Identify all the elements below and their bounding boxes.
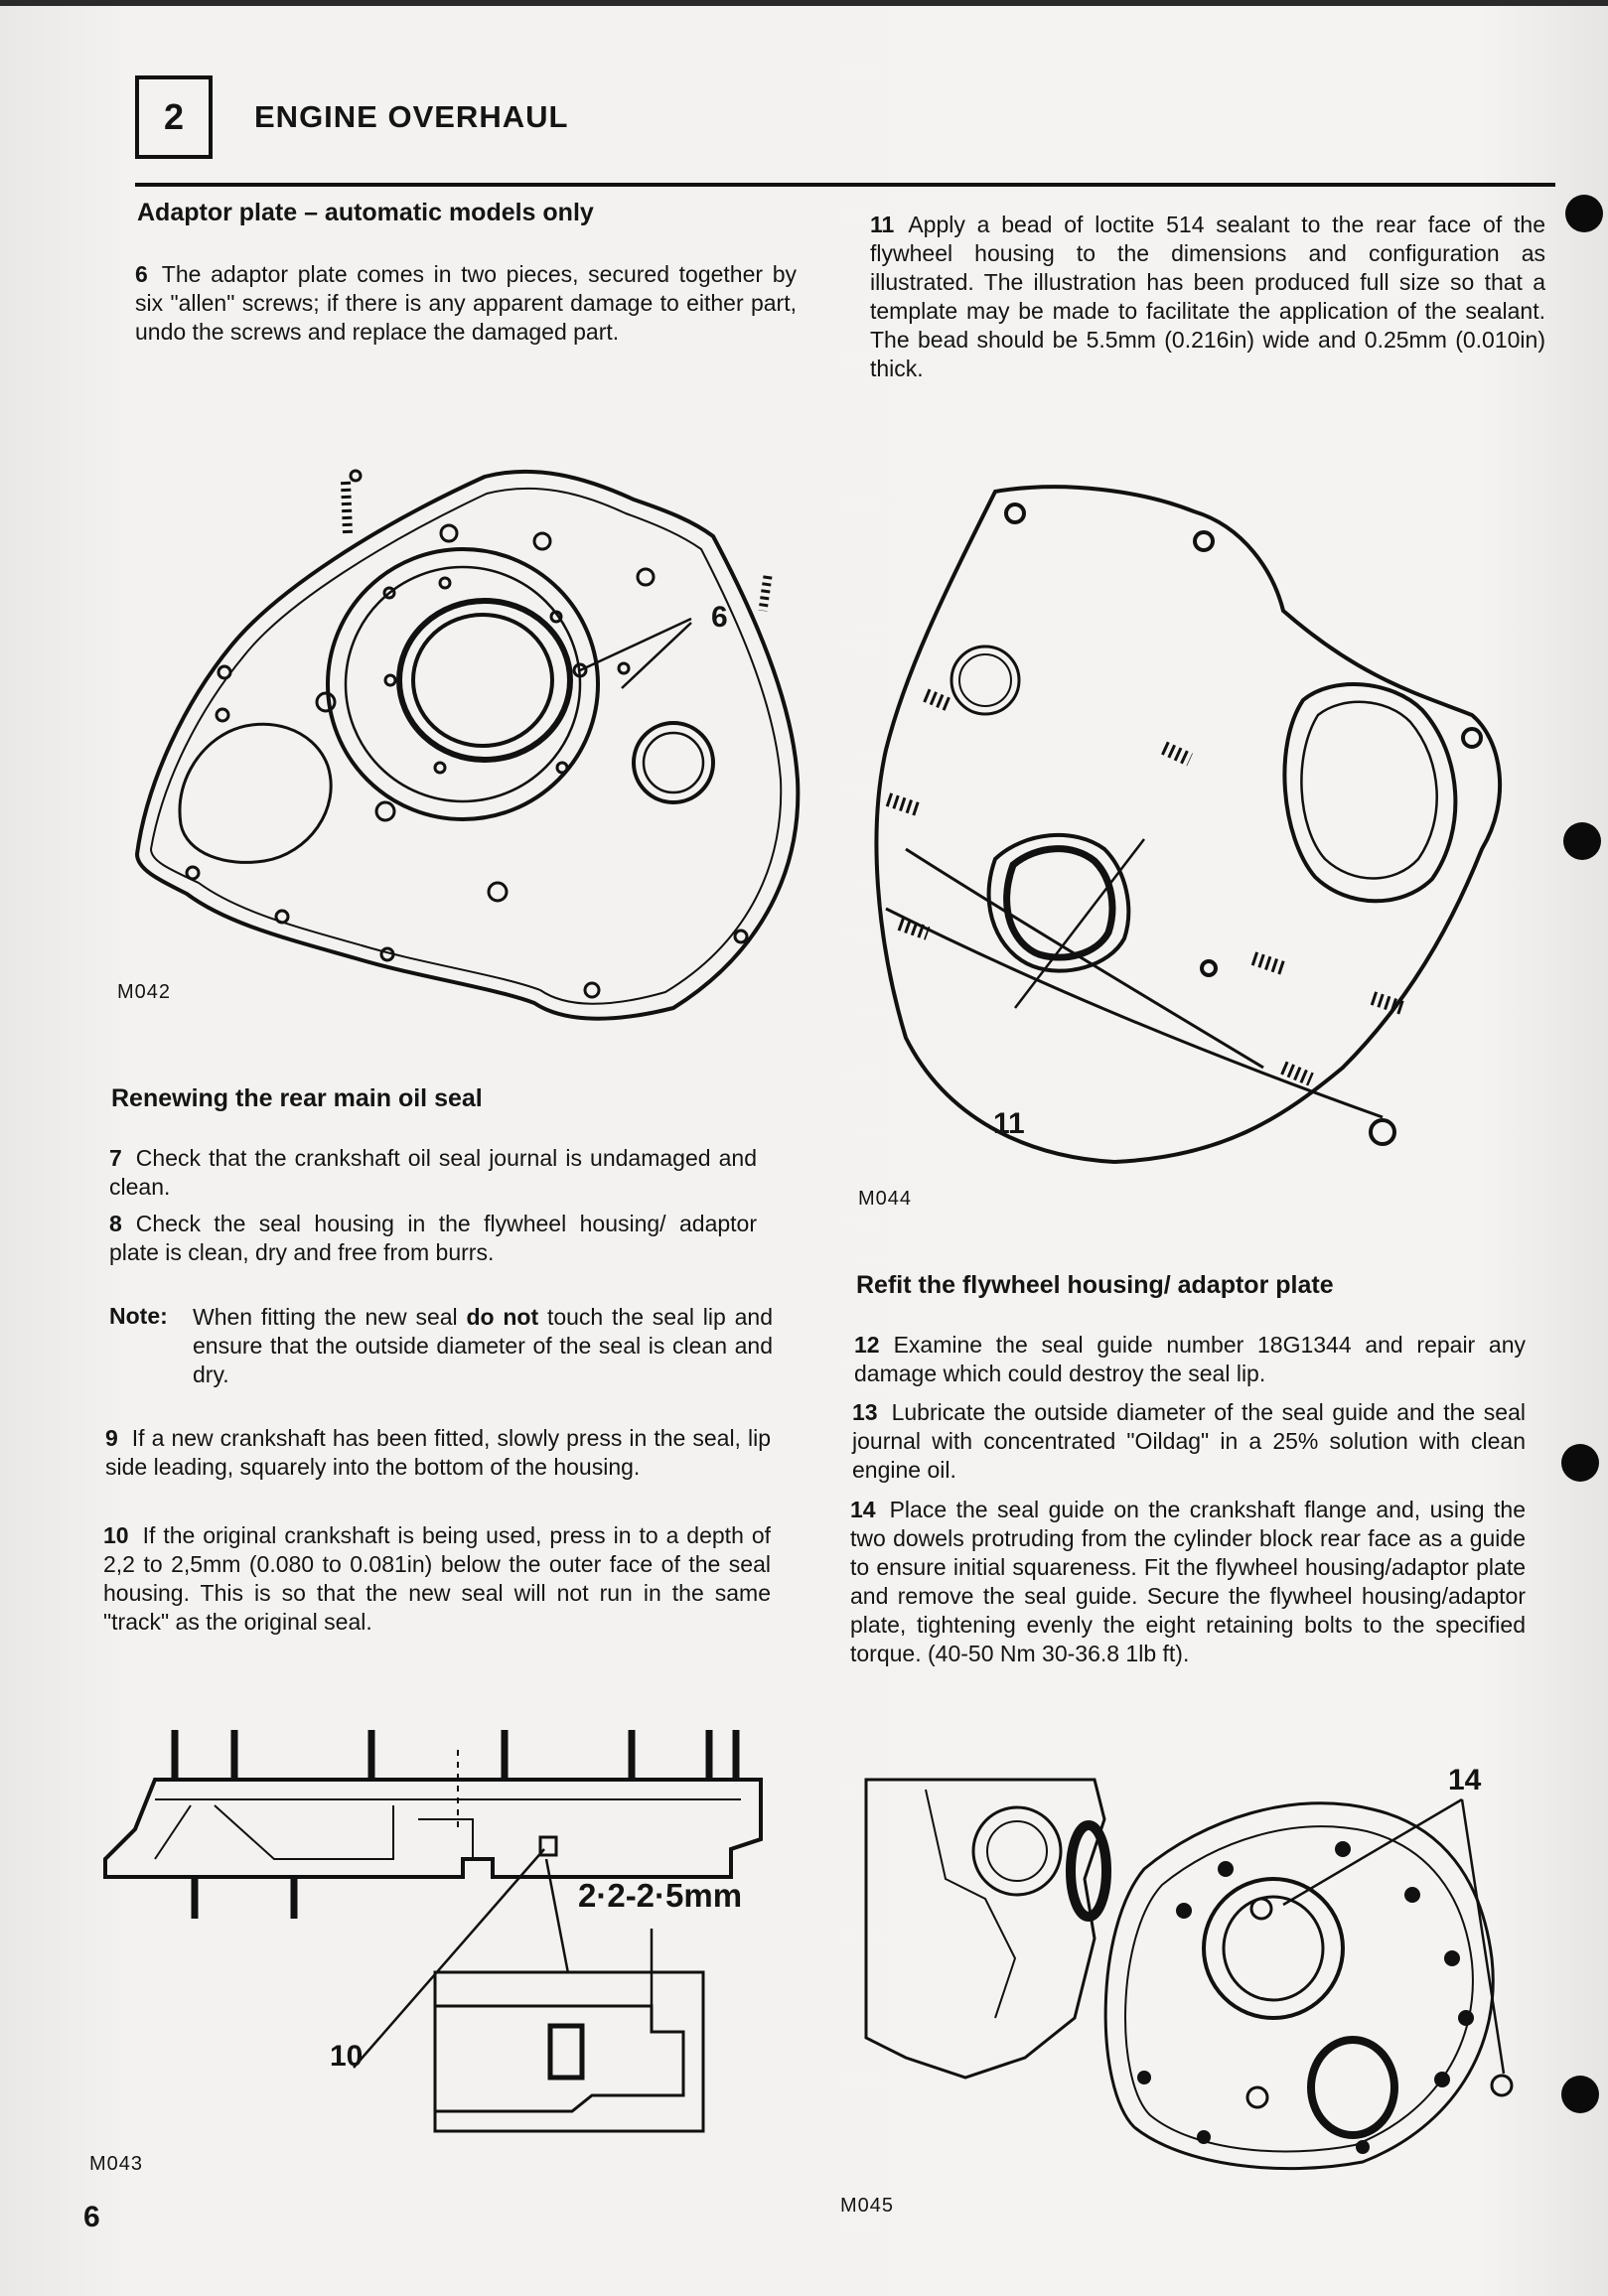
paragraph-13 [852,1398,1526,1485]
note-text-part-1: When fitting the new seal [193,1304,458,1330]
note-text-part-2: touch the seal lip and ensure that the outside diameter of the seal is clean and dry. [193,1304,774,1387]
figure-code-m045: M045 [840,2195,895,2217]
chapter-title: ENGINE OVERHAUL [254,99,569,134]
paragraph-number: 12 [854,1332,880,1358]
paragraph-text: Lubricate the outside diameter of the seal guide and the seal journal with concentrated "Oildag" in a 25% solution with clean engine oil. [852,1399,1526,1483]
paragraph-text: Check the seal housing in the flywheel housing/ adaptor plate is clean, dry and free from burrs. [109,1211,757,1265]
paragraph-9 [105,1424,771,1482]
chapter-number: 2 [163,96,185,137]
paragraph-number: 9 [105,1425,118,1451]
page-number: 6 [83,2201,100,2233]
figure-seal-housing-section [95,1710,791,2147]
paragraph-text: If a new crankshaft has been fitted, slowly press in the seal, lip side leading, squarely into the bottom of the housing. [105,1425,771,1480]
section-heading-adaptor-plate: Adaptor plate – automatic models only [137,199,594,226]
paragraph-number: 10 [103,1522,129,1548]
note-label: Note: [109,1303,168,1329]
paragraph-12 [854,1331,1526,1388]
header-rule [135,183,1555,187]
paragraph-8 [109,1210,757,1267]
paragraph-text: Apply a bead of loctite 514 sealant to the rear face of the flywheel housing to the dimensions and configuration as illustrated. The illustration has been produced full size so that a template may be made to facilitate the application of the sealant. The bead should be 5.5mm (0.216in) wide and 0.25mm (0.010in) thick. [870,212,1545,381]
note-text [193,1303,773,1389]
figure-adaptor-plate [117,452,832,1028]
dimension-label: 2·2-2·5mm [578,1877,743,1914]
binder-hole [1565,195,1603,232]
paragraph-text: Check that the crankshaft oil seal journal is undamaged and clean. [109,1145,757,1200]
paragraph-6 [135,260,797,347]
figure-code-m042: M042 [117,981,172,1003]
figure-fitting-flywheel-housing [846,1760,1522,2177]
seal-housing-section-drawing [95,1710,791,2147]
note-emphasis: do not [466,1304,539,1330]
paragraph-text: Place the seal guide on the crankshaft flange and, using the two dowels protruding from the cylinder block rear face as a guide to ensure initial squareness. Fit the flywheel housing/adaptor plate and remove the seal guide. Secure the flywheel housing/adaptor plate, tightening evenly the eight retaining bolts to the specified torque. (40-50 Nm 30-36.8 1lb ft). [850,1497,1526,1666]
figure-callout-6: 6 [711,601,728,634]
paragraph-text: If the original crankshaft is being used, press in to a depth of 2,2 to 2,5mm (0.080 to 0.081in) below the outer face of the seal housing. This is so that the new seal will not run in the same "track" as the original seal. [103,1522,771,1635]
fitting-housing-drawing [846,1760,1522,2177]
paragraph-7 [109,1144,757,1202]
paragraph-text: The adaptor plate comes in two pieces, secured together by six "allen" screws; if there is any apparent damage to either part, undo the screws and replace the damaged part. [135,261,797,345]
paragraph-11 [870,211,1545,383]
paragraph-10 [103,1521,771,1637]
figure-flywheel-housing-rear [866,472,1561,1187]
paragraph-number: 7 [109,1145,122,1171]
chapter-number-box [135,75,213,159]
paragraph-number: 6 [135,261,148,287]
paragraph-number: 13 [852,1399,878,1425]
binder-hole [1561,1444,1599,1482]
paragraph-number: 11 [870,212,895,237]
figure-callout-11: 11 [993,1107,1025,1140]
paragraph-14 [850,1496,1526,1668]
figure-code-m043: M043 [89,2153,144,2175]
binder-hole [1563,822,1601,860]
section-heading-refit-flywheel-housing: Refit the flywheel housing/ adaptor plate [856,1271,1334,1299]
figure-code-m044: M044 [858,1188,913,1210]
adaptor-plate-drawing [117,452,832,1028]
paragraph-number: 14 [850,1497,876,1522]
paragraph-number: 8 [109,1211,122,1236]
figure-callout-14: 14 [1448,1764,1482,1796]
page-header [135,75,1555,193]
section-heading-rear-main-oil-seal: Renewing the rear main oil seal [111,1084,483,1112]
flywheel-housing-drawing [866,472,1561,1187]
binder-hole [1561,2076,1599,2113]
figure-callout-10: 10 [330,2040,364,2073]
paragraph-text: Examine the seal guide number 18G1344 and repair any damage which could destroy the seal lip. [854,1332,1526,1386]
